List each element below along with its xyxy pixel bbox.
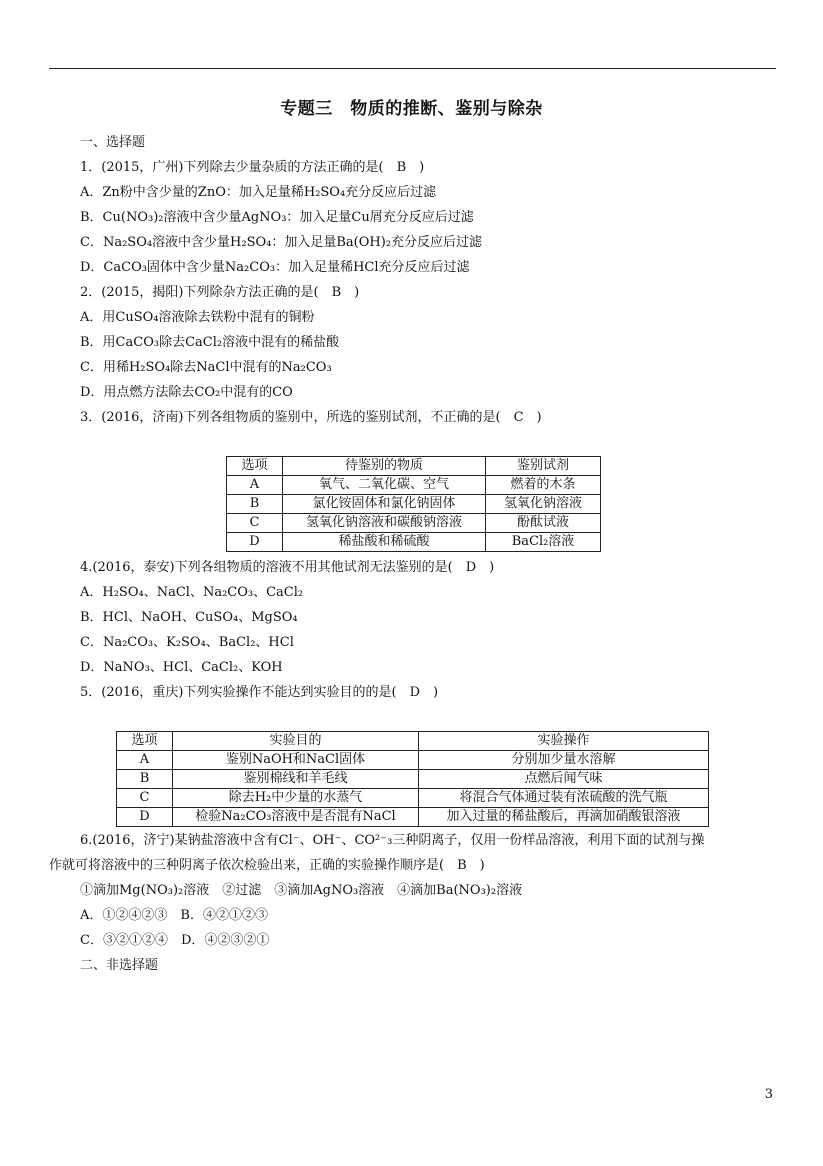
table-cell: B	[117, 770, 173, 789]
q5-table	[116, 731, 709, 827]
table-row	[227, 495, 601, 514]
q6-options-cd: C．③②①②④ D．④②③②①	[80, 933, 270, 948]
q4-option-b: B．HCl、NaOH、CuSO₄、MgSO₄	[80, 610, 298, 625]
q2-option-b: B．用CaCO₃除去CaCl₂溶液中混有的稀盐酸	[80, 335, 340, 350]
page-title: 专题三 物质的推断、鉴别与除杂	[280, 99, 543, 119]
table-cell: 检验Na₂CO₃溶液中是否混有NaCl	[173, 808, 419, 827]
table-row	[227, 514, 601, 533]
q3-table	[226, 456, 601, 552]
q4-stem: 4.(2016，泰安)下列各组物质的溶液不用其他试剂无法鉴别的是( D )	[80, 560, 495, 575]
table-cell: 氯化铵固体和氯化钠固体	[283, 495, 486, 514]
q4-option-c: C．Na₂CO₃、K₂SO₄、BaCl₂、HCl	[80, 635, 294, 650]
q2-option-a: A．用CuSO₄溶液除去铁粉中混有的铜粉	[80, 310, 315, 325]
q6-stem-line1: 6.(2016，济宁)某钠盐溶液中含有Cl⁻、OH⁻、CO²⁻₃三种阴离子，仅用一份样品溶液，利用下面的试剂与操	[80, 833, 705, 848]
table-cell: 氢氧化钠溶液	[486, 495, 601, 514]
table-row	[117, 808, 709, 827]
q6-options-ab: A．①②④②③ B．④②①②③	[80, 908, 268, 923]
table-cell: 加入过量的稀盐酸后，再滴加硝酸银溶液	[419, 808, 709, 827]
q1-option-c: C．Na₂SO₄溶液中含少量H₂SO₄：加入足量Ba(OH)₂充分反应后过滤	[80, 235, 483, 250]
table-row	[117, 751, 709, 770]
table-row	[227, 476, 601, 495]
table-cell: BaCl₂溶液	[486, 533, 601, 552]
table-cell: 燃着的木条	[486, 476, 601, 495]
table-cell: 点燃后闻气味	[419, 770, 709, 789]
table-row	[227, 533, 601, 552]
q3-stem: 3．(2016，济南)下列各组物质的鉴别中，所选的鉴别试剂，不正确的是( C )	[80, 410, 542, 425]
q2-stem: 2．(2015，揭阳)下列除杂方法正确的是( B )	[80, 285, 360, 300]
q2-option-d: D．用点燃方法除去CO₂中混有的CO	[80, 385, 293, 400]
header-rule	[49, 68, 776, 69]
q6-stem-line2: 作就可将溶液中的三种阴离子依次检验出来，正确的实验操作顺序是( B )	[49, 858, 485, 873]
table-cell: 除去H₂中少量的水蒸气	[173, 789, 419, 808]
table-cell: A	[227, 476, 283, 495]
table-cell: 氢氧化钠溶液和碳酸钠溶液	[283, 514, 486, 533]
q1-option-b: B．Cu(NO₃)₂溶液中含少量AgNO₃：加入足量Cu屑充分反应后过滤	[80, 210, 474, 225]
table-cell: D	[227, 533, 283, 552]
table-header-cell: 选项	[227, 457, 283, 476]
table-header-cell: 鉴别试剂	[486, 457, 601, 476]
table-header-cell: 实验操作	[419, 732, 709, 751]
table-cell: C	[227, 514, 283, 533]
q5-stem: 5．(2016，重庆)下列实验操作不能达到实验目的的是( D )	[80, 685, 439, 700]
table-header-cell: 待鉴别的物质	[283, 457, 486, 476]
table-cell: 酚酞试液	[486, 514, 601, 533]
table-cell: 鉴别棉线和羊毛线	[173, 770, 419, 789]
table-cell: 鉴别NaOH和NaCl固体	[173, 751, 419, 770]
table-row	[117, 770, 709, 789]
table-cell: 稀盐酸和稀硫酸	[283, 533, 486, 552]
q1-option-d: D．CaCO₃固体中含少量Na₂CO₃：加入足量稀HCl充分反应后过滤	[80, 260, 470, 275]
q1-stem: 1．(2015，广州)下列除去少量杂质的方法正确的是( B )	[80, 160, 425, 175]
table-header-row	[117, 732, 709, 751]
q1-option-a: A．Zn粉中含少量的ZnO：加入足量稀H₂SO₄充分反应后过滤	[80, 185, 437, 200]
table-cell: C	[117, 789, 173, 808]
table-cell: 将混合气体通过装有浓硫酸的洗气瓶	[419, 789, 709, 808]
table-header-row	[227, 457, 601, 476]
q4-option-d: D．NaNO₃、HCl、CaCl₂、KOH	[80, 660, 283, 675]
table-cell: B	[227, 495, 283, 514]
table-cell: D	[117, 808, 173, 827]
table-cell: A	[117, 751, 173, 770]
section-heading-choice: 一、选择题	[80, 135, 146, 150]
table-cell: 氧气、二氧化碳、空气	[283, 476, 486, 495]
table-row	[117, 789, 709, 808]
table-header-cell: 实验目的	[173, 732, 419, 751]
table-header-cell: 选项	[117, 732, 173, 751]
q6-reagents: ①滴加Mg(NO₃)₂溶液 ②过滤 ③滴加AgNO₃溶液 ④滴加Ba(NO₃)₂溶液	[80, 883, 523, 898]
q4-option-a: A．H₂SO₄、NaCl、Na₂CO₃、CaCl₂	[80, 585, 304, 600]
q2-option-c: C．用稀H₂SO₄除去NaCl中混有的Na₂CO₃	[80, 360, 332, 375]
section-heading-nonchoice: 二、非选择题	[80, 958, 159, 973]
page-number: 3	[764, 1087, 773, 1102]
table-cell: 分别加少量水溶解	[419, 751, 709, 770]
